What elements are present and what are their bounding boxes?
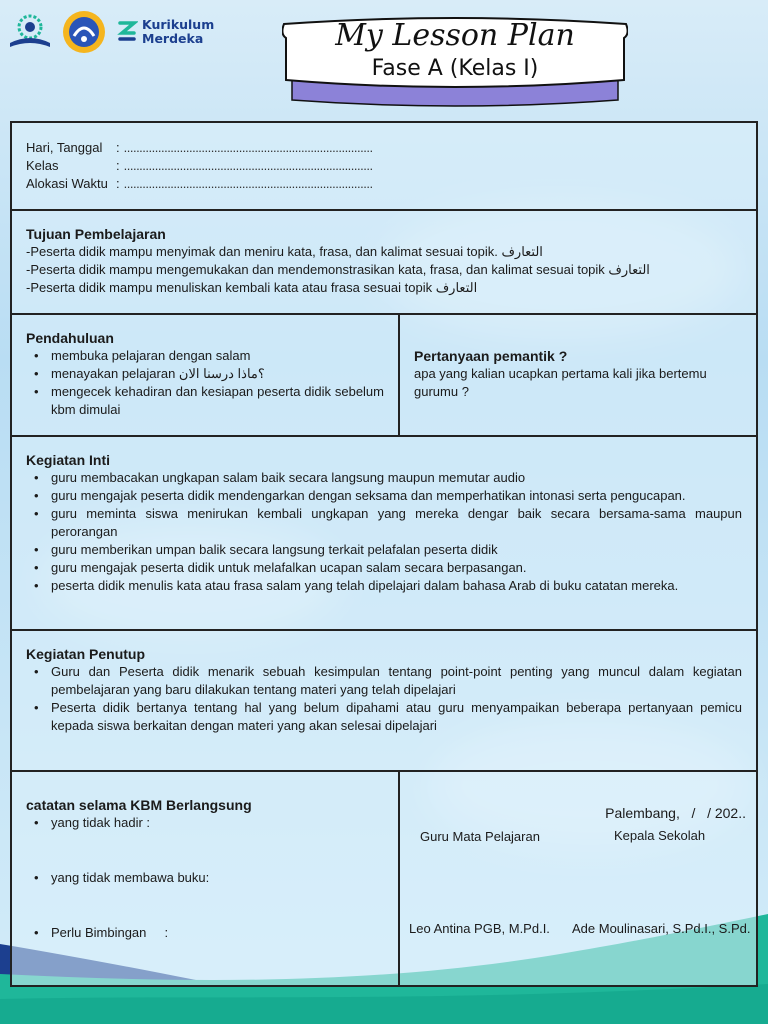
header-logos [8,10,214,54]
list-item: • guru memberikan umpan balik secara langsung terkait pelafalan peserta didik [26,541,742,559]
catatan-section [12,772,756,985]
tujuan-section [12,211,756,315]
list-item: • mengecek kehadiran dan kesiapan peserta didik sebelum kbm dimulai [26,383,384,419]
tujuan-line: -Peserta didik mampu menyimak dan meniru kata, frasa, dan kalimat sesuai topik. التعارف [26,244,543,259]
tujuan-line: -Peserta didik mampu mengemukakan dan mendemonstrasikan kata, frasa, dan kalimat sesuai topik التعارف [26,262,650,277]
name-teacher: Leo Antina PGB, M.Pd.I. [409,921,550,936]
logo-text-line2: Merdeka [142,31,204,46]
list-item: • Peserta didik bertanya tentang hal yang belum dipahami atau guru menyampaikan beberapa pertanyaan pemicu kepada siswa berkaitan dengan materi yang akan selesai dipelajari [26,699,742,735]
list-item: • Perlu Bimbingan : [26,924,384,942]
field-label: Alokasi Waktu [26,176,108,191]
school-logo-icon [8,13,52,51]
role-head: Kepala Sekolah [614,828,706,843]
list-item: • guru meminta siswa menirukan kembali ungkapan yang mereka dengar baik secara bersama-sama maupun perorangan [26,505,742,541]
list-item: • menayakan pelajaran ؟ماذا درسنا الان [26,365,384,383]
field-blank: ................................................................................ [123,140,373,155]
field-separator: : [116,158,120,173]
page-subtitle: Fase A (Kelas I) [371,56,539,81]
list-item: • yang tidak hadir : [26,814,384,832]
pertanyaan-heading: Pertanyaan pemantik ? [414,348,568,364]
field-kelas [26,157,373,175]
merdeka-belajar-logo-icon [62,10,106,54]
list-item: • guru mengajak peserta didik mendengarkan dengan seksama dan memperhatikan intonasi serta pengucapan. [26,487,742,505]
pendahuluan-list [26,347,384,419]
pertanyaan-text: apa yang kalian ucapkan pertama kali jika bertemu gurumu ? [414,366,707,399]
catatan-heading: catatan selama KBM Berlangsung [26,797,252,813]
list-item: • yang tidak membawa buku: [26,869,384,887]
kurikulum-merdeka-logo [116,18,214,46]
column-divider [398,315,400,435]
logo-text-line1: Kurikulum [142,17,215,32]
list-item: • guru mengajak peserta didik untuk melafalkan ucapan salam secara berpasangan. [26,559,742,577]
field-blank: ................................................................................ [123,158,373,173]
pendahuluan-heading: Pendahuluan [26,330,114,346]
kegiatan-inti-heading: Kegiatan Inti [26,452,111,468]
place-date: Palembang, / / 202.. [605,805,746,821]
tujuan-line: -Peserta didik mampu menuliskan kembali kata atau frasa sesuai topik التعارف [26,280,478,295]
pendahuluan-section [12,315,756,437]
identity-section [12,123,756,211]
kurikulum-merdeka-icon [116,19,138,45]
kegiatan-penutup-heading: Kegiatan Penutup [26,646,146,662]
list-item: • membuka pelajaran dengan salam [26,347,384,365]
field-hari-tanggal [26,139,373,157]
kegiatan-inti-section [12,437,756,631]
field-blank: ................................................................................ [123,176,373,191]
list-item: • guru membacakan ungkapan salam baik secara langsung maupun memutar audio [26,469,742,487]
field-label: Kelas [26,158,59,173]
page-title: My Lesson Plan [335,18,575,53]
name-head: Ade Moulinasari, S.Pd.I., S.Pd. [572,921,751,936]
role-teacher: Guru Mata Pelajaran [420,829,540,844]
kegiatan-inti-list [26,469,742,595]
signature-block [400,772,756,985]
field-separator: : [116,176,120,191]
catatan-list [26,814,384,942]
tujuan-heading: Tujuan Pembelajaran [26,226,166,242]
list-item: • Guru dan Peserta didik menarik sebuah kesimpulan tentang point-point penting yang muncul dalam kegiatan pembelajaran yang baru dilakukan tentang materi yang telah dipelajari [26,663,742,699]
lesson-plan-table [10,121,758,987]
field-alokasi-waktu [26,175,373,193]
title-banner [282,14,628,108]
kegiatan-penutup-list [26,663,742,735]
kegiatan-penutup-section [12,631,756,772]
field-separator: : [116,140,120,155]
field-label: Hari, Tanggal [26,140,103,155]
list-item: • peserta didik menulis kata atau frasa salam yang telah dipelajari dalam bahasa Arab di buku catatan mereka. [26,577,742,595]
